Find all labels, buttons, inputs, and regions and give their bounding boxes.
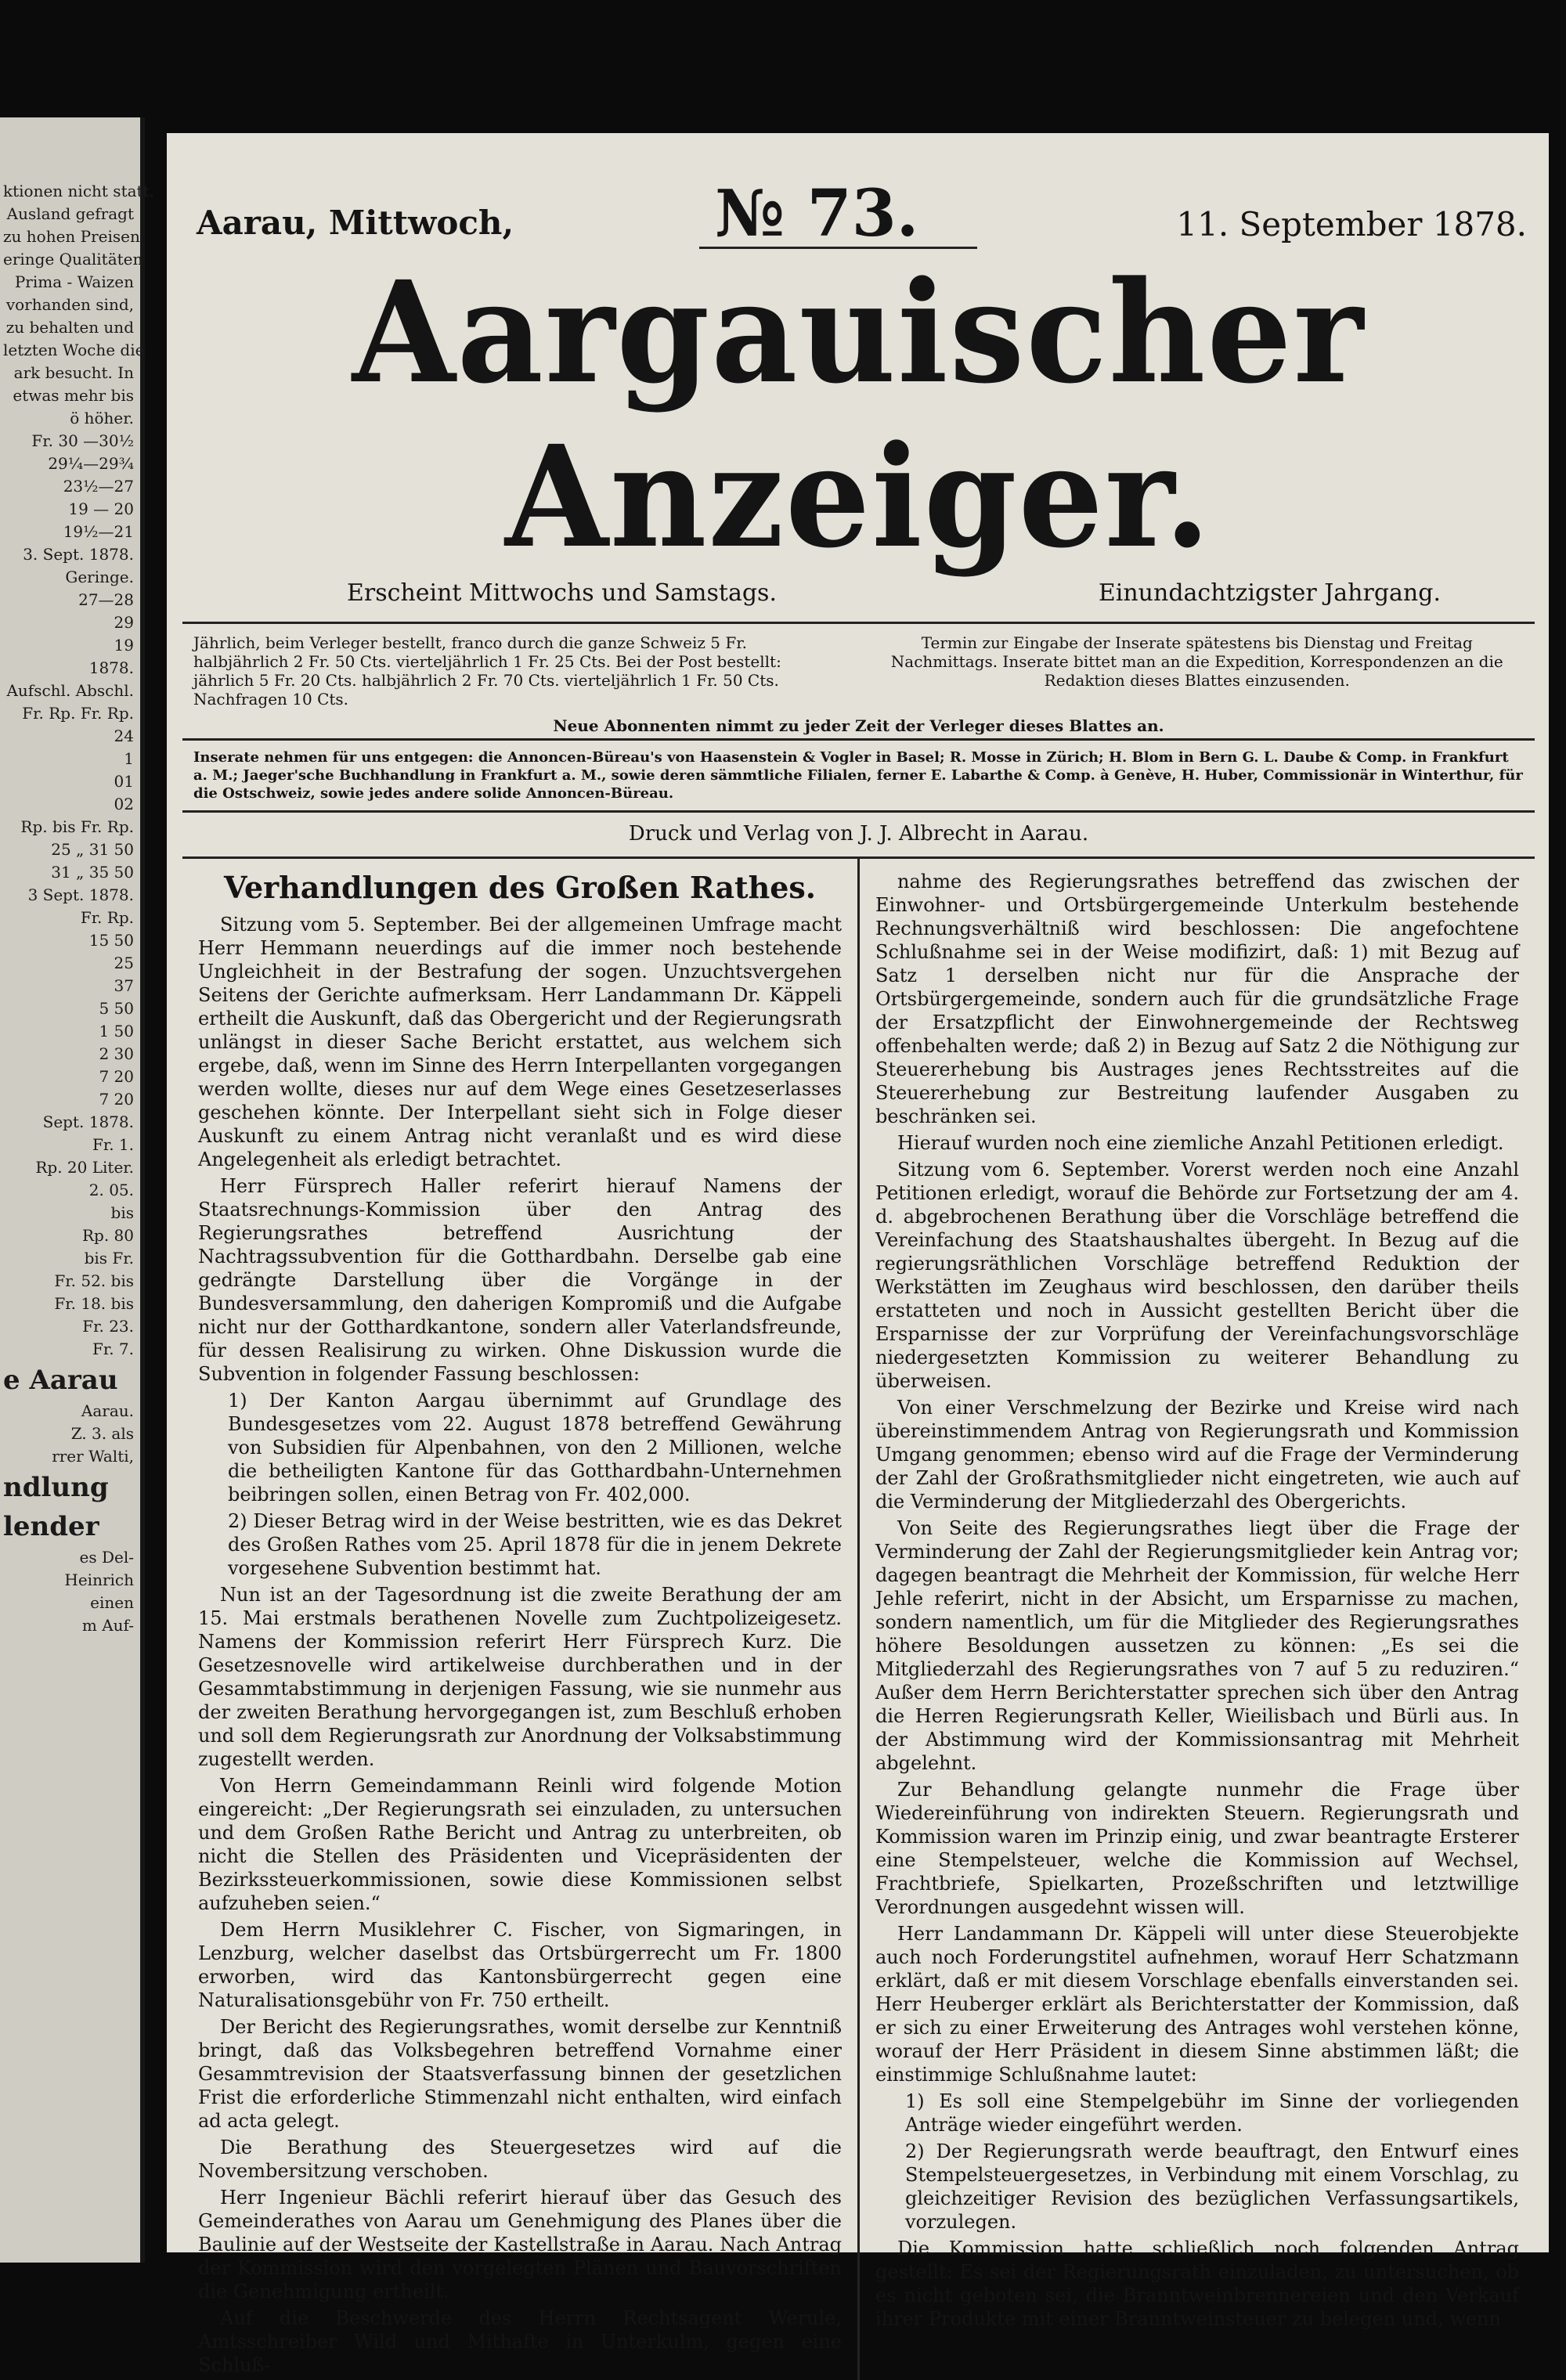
- article-paragraph: 2) Der Regierungsrath werde beauftragt, den Entwurf eines Stempelsteuergesetzes, in Verbindung mit einem Vorschlag, zu gleichzeitiger Revision des bezüglichen Verfassungsartikels, vorzulegen.: [905, 2140, 1519, 2233]
- prev-page-line: 25 „ 31 50: [51, 840, 134, 859]
- prev-page-line: Fr. Rp. Fr. Rp.: [22, 704, 134, 723]
- prev-page-line: Heinrich: [64, 1570, 134, 1589]
- column-right: [857, 859, 1535, 2380]
- article-paragraph: Sitzung vom 5. September. Bei der allgemeinen Umfrage macht Herr Hemmann neuerdings auf die immer noch bestehende Ungleichheit in der Bestrafung der sogen. Unzuchtsvergehen Seitens der Gerichte aufmerksam. Herr Landammann Dr. Käppeli ertheilt die Auskunft, daß das Obergericht und der Regierungsrath unlängst in dieser Sache Bericht erstattet, aus welchem sich ergebe, daß, wenn im Sinne des Herrn Interpellanten vorgegangen werden wollte, dieses nur auf dem Wege eines Gesetzeserlasses geschehen könnte. Der Interpellant sieht sich in Folge dieser Auskunft zu einem Antrag nicht veranlaßt und es wird diese Angelegenheit als erledigt betrachtet.: [198, 914, 842, 1170]
- divider: [182, 622, 1535, 624]
- divider: [182, 810, 1535, 813]
- prev-page-line: zu behalten und: [5, 318, 134, 337]
- prev-page-line: Prima - Waizen: [14, 272, 134, 291]
- article-paragraph: Von Herrn Gemeindammann Reinli wird folgende Motion eingereicht: „Der Regierungsrath sei einzuladen, zu untersuchen und dem Großen Rathe Bericht und Antrag zu unterbreiten, ob nicht die Stellen des Präsidenten und Vicepräsidenten der Bezirkssteuerkommissionen, sowie diese Kommissionen selbst aufzuheben seien.“: [198, 1775, 842, 1914]
- prev-page-line: Rp. 20 Liter.: [35, 1158, 134, 1177]
- printer-line: Druck und Verlag von J. J. Albrecht in Aarau.: [628, 822, 1089, 846]
- prev-page-line: m Auf-: [81, 1616, 134, 1635]
- prev-page-line: Rp. 80: [81, 1226, 134, 1245]
- issue-date: 11. September 1878.: [1176, 205, 1527, 243]
- prev-page-line: 19 — 20: [68, 499, 134, 518]
- prev-page-line: 3 Sept. 1878.: [27, 885, 134, 904]
- prev-page-line: 7 20: [99, 1067, 134, 1086]
- article-paragraph: Nun ist an der Tagesordnung ist die zweite Berathung der am 15. Mai erstmals berathenen Novelle zum Zuchtpolizeigesetz. Namens der Kommission referirt Herr Fürsprech Kurz. Die Gesetzesnovelle wird artikelweise durchberathen und in der Gesammtabstimmung in derjenigen Fassung, wie sie nunmehr aus der zweiten Berathung hervorgegangen ist, zum Beschluß erhoben und soll dem Regierungsrath zur Anordnung der Volksabstimmung zugestellt werden.: [198, 1584, 842, 1770]
- previous-page-strip: [0, 117, 154, 2263]
- prev-page-line: 19: [114, 636, 134, 654]
- prev-page-line: 02: [114, 795, 134, 813]
- prev-page-line: etwas mehr bis: [13, 386, 134, 405]
- newspaper-title: Aargauischer Anzeiger.: [352, 251, 1366, 579]
- prev-page-line: 1878.: [88, 658, 134, 677]
- prev-page-line: Fr. Rp.: [80, 908, 134, 927]
- article-paragraph: Sitzung vom 6. September. Vorerst werden noch eine Anzahl Petitionen erledigt, worauf die Behörde zur Fortsetzung der am 4. d. abgebrochenen Berathung über die Vorschläge betreffend die Vereinfachung des Staatshaushaltes übergeht. In Bezug auf die regierungsräthlichen Vorschläge betreffend Reduktion der Werkstätten im Zeughaus wird beschlossen, den darüber theils erstatteten und noch in Aussicht gestellten Bericht über die Ersparnisse der zur Vorprüfung der Vereinfachungsvorschläge niedergesetzten Kommission zu weiterer Behandlung zu überweisen.: [875, 1159, 1519, 1392]
- prev-page-line: Fr. 30 —30½: [31, 431, 134, 450]
- prev-page-line: Ausland gefragt: [6, 204, 134, 223]
- number-rule: [699, 247, 977, 249]
- prev-page-line: lender: [3, 1511, 99, 1542]
- prev-page-line: bis Fr.: [84, 1249, 134, 1268]
- article-paragraph: Der Bericht des Regierungsrathes, womit derselbe zur Kenntniß bringt, daß das Volksbegehren betreffend Vornahme einer Gesammtrevision der Staatsverfassung binnen der gesetzlichen Frist die erforderliche Stimmenzahl nicht enthalten, wird einfach ad acta gelegt.: [198, 2016, 842, 2132]
- prev-page-line: rrer Walti,: [52, 1447, 134, 1466]
- article-columns: [182, 856, 1535, 2380]
- prev-page-line: zu hohen Preisen: [3, 227, 140, 246]
- prev-page-line: Aufschl. Abschl.: [6, 681, 134, 700]
- prev-page-line: 27—28: [78, 590, 134, 609]
- masthead-top: [182, 133, 1535, 251]
- prev-page-line: 23½—27: [63, 477, 134, 496]
- prev-page-line: 2 30: [99, 1044, 134, 1063]
- prev-page-line: ark besucht. In: [13, 363, 134, 382]
- prev-page-line: eringe Qualitäten: [3, 250, 143, 269]
- prev-page-line: Z. 3. als: [70, 1424, 134, 1443]
- prev-page-line: Sept. 1878.: [42, 1112, 134, 1131]
- prev-page-line: 01: [114, 772, 134, 791]
- prev-page-line: Fr. 18. bis: [54, 1294, 134, 1313]
- publication-schedule: Erscheint Mittwochs und Samstags.: [347, 579, 777, 607]
- new-subscribers-note: Neue Abonnenten nimmt zu jeder Zeit der Verleger dieses Blattes an.: [553, 716, 1164, 735]
- prev-page-line: letzten Woche die: [3, 341, 145, 359]
- article-paragraph: Auf die Beschwerde des Herrn Rechtsagent Werule, Amtsschreiber Wild und Mithafte in Unterkulm, gegen eine Schluß-: [198, 2307, 842, 2376]
- prev-page-line: ö höher.: [70, 409, 134, 427]
- article-paragraph: Zur Behandlung gelangte nunmehr die Frage über Wiedereinführung von indirekten Steuern. Regierungsrath und Kommission waren im Prinzip einig, und zwar beantragte Ersterer eine Stempelsteuer, welche die Kommission auf Wechsel, Frachtbriefe, Spielkarten, Prozeßschriften und letztwillige Verordnungen ausgedehnt wissen will.: [875, 1779, 1519, 1918]
- prev-page-line: ktionen nicht statt.: [3, 182, 154, 200]
- article-paragraph: Dem Herrn Musiklehrer C. Fischer, von Sigmaringen, in Lenzburg, welcher daselbst das Ortsbürgerrecht um Fr. 1800 erworben, wird das Kantonsbürgerrecht gegen eine Naturalisationsgebühr von Fr. 750 ertheilt.: [198, 1919, 842, 2011]
- prev-page-line: 25: [114, 954, 134, 972]
- prev-page-line: einen: [90, 1593, 134, 1612]
- article-paragraph: Von Seite des Regierungsrathes liegt über die Frage der Verminderung der Zahl der Regierungsmitglieder kein Antrag vor; dagegen beantragt die Mehrheit der Kommission, für welche Herr Jehle referirt, nicht in der Absicht, um Ersparnisse zu machen, sondern namentlich, um für die Mitglieder des Regierungsrathes höhere Besoldungen aussetzen zu können: „Es sei die Mitgliederzahl des Regierungsrathes von 7 auf 5 zu reduziren.“ Außer dem Herrn Berichterstatter sprechen sich über den Antrag die Herren Regierungsrath Keller, Wieilisbach und Bürli aus. In der Abstimmung wird der Kommissionsantrag mit Mehrheit abgelehnt.: [875, 1517, 1519, 1774]
- prev-page-line: 5 50: [99, 999, 134, 1018]
- subscription-prices: Jährlich, beim Verleger bestellt, franco durch die ganze Schweiz 5 Fr. halbjährlich 2 Fr. 50 Cts. vierteljährlich 1 Fr. 25 Cts. Bei der Post bestellt: jährlich 5 Fr. 20 Cts. halbjährlich 2 Fr. 70 Cts. vierteljährlich 1 Fr. 50 Cts. Nachfragen 10 Cts.: [193, 633, 781, 709]
- volume-year: Einundachtzigster Jahrgang.: [1098, 579, 1441, 607]
- issue-place-day: Aarau, Mittwoch,: [197, 204, 514, 242]
- article-paragraph: 2) Dieser Betrag wird in der Weise bestritten, wie es das Dekret des Großen Rathes vom 25. April 1878 für die in jenem Dekrete vorgesehene Subvention bestimmt hat.: [228, 1510, 842, 1579]
- prev-page-line: 1: [124, 749, 134, 768]
- masthead-subline: [182, 572, 1535, 618]
- prev-page-line: Fr. 52. bis: [54, 1271, 134, 1290]
- prev-page-line: Fr. 7.: [92, 1340, 134, 1358]
- issue-number: № 73.: [715, 176, 919, 251]
- column-left: [182, 859, 857, 2380]
- article-paragraph: Herr Ingenieur Bächli referirt hierauf über das Gesuch des Gemeinderathes von Aarau um Genehmigung des Planes über die Baulinie auf der Westseite der Kastellstraße in Aarau. Nach Antrag der Kommission wird den vorgelegten Plänen und Bauvorschriften die Genehmigung ertheilt.: [198, 2187, 842, 2302]
- prev-page-line: Rp. bis Fr. Rp.: [20, 817, 134, 836]
- divider: [182, 738, 1535, 741]
- prev-page-line: es Del-: [79, 1548, 134, 1567]
- prev-page-line: 37: [114, 976, 134, 995]
- article-paragraph: 1) Der Kanton Aargau übernimmt auf Grundlage des Bundesgesetzes vom 22. August 1878 betreffend Gewährung von Subsidien für Alpenbahnen, von den 2 Millionen, welche die betheiligten Kantone für das Gotthardbahn-Unternehmen beibringen sollen, einen Betrag von Fr. 402,000.: [228, 1390, 842, 1506]
- prev-page-line: Aarau.: [81, 1401, 134, 1420]
- article-paragraph: Herr Landammann Dr. Käppeli will unter diese Steuerobjekte auch noch Forderungstitel aufnehmen, worauf Herr Schatzmann erklärt, daß er mit diesem Vorschlage ebenfalls einverstanden sei. Herr Heuberger erklärt als Berichterstatter der Kommission, daß er sich zu einer Erweiterung des Antrages wohl verstehen könne, worauf der Herr Präsident in diesem Sinne abstimmen läßt; die einstimmige Schlußnahme lautet:: [875, 1923, 1519, 2086]
- prev-page-line: 29¼—29¾: [48, 454, 134, 473]
- newspaper-page: [167, 133, 1549, 2376]
- prev-page-line: Geringe.: [65, 568, 134, 586]
- advertising-agencies: Inserate nehmen für uns entgegen: die Annoncen-Büreau's von Haasenstein & Vogler in Basel; R. Mosse in Zürich; H. Blom in Bern G. L. Daube & Comp. in Frankfurt a. M.; Jaeger'sche Buchhandlung in Frankfurt a. M., sowie deren sämmtliche Filialen, ferner E. Labarthe & Comp. à Genève, H. Huber, Commissionär in Winterthur, für die Ostschweiz, sowie jedes andere solide Annoncen-Büreau.: [193, 749, 1523, 802]
- article-paragraph: Die Berathung des Steuergesetzes wird auf die Novembersitzung verschoben.: [198, 2137, 842, 2182]
- article-paragraph: nahme des Regierungsrathes betreffend das zwischen der Einwohner- und Ortsbürgergemeinde Unterkulm bestehende Rechnungsverhältniß wird beschlossen: Die angefochtene Schlußnahme sei in der Weise modifizirt, daß: 1) mit Bezug auf Satz 1 derselben nicht nur für die Ansprache der Ortsbürgergemeinde, sondern auch für die grundsätzliche Frage der Ersatzpflicht der Einwohnergemeinde der Rechtsweg offenbehalten werde; daß 2) in Bezug auf Satz 2 die Nöthigung zur Steuererhebung bis Austrages jenes Rechtsstreites auf die Steuererhebung zur Bestreitung laufender Ausgaben zu beschränken sei.: [875, 871, 1519, 1127]
- prev-page-line: vorhanden sind,: [5, 295, 134, 314]
- prev-page-line: bis: [110, 1203, 134, 1222]
- prev-page-line: 1 50: [99, 1022, 134, 1040]
- prev-page-line: ndlung: [3, 1472, 109, 1503]
- insertion-terms: Termin zur Eingabe der Inserate spätestens bis Dienstag und Freitag Nachmittags. Inserate bittet man an die Expedition, Korrespondenzen an die Redaktion dieses Blattes einzusenden.: [890, 633, 1503, 690]
- article-paragraph: Herr Fürsprech Haller referirt hierauf Namens der Staatsrechnungs-Kommission über den Antrag des Regierungsrathes betreffend Ausrichtung der Nachtragssubvention für die Gotthardbahn. Derselbe gab eine gedrängte Darstellung über die Vorgänge in der Bundesversammlung, den daherigen Kompromiß und die Aufgabe nicht nur der Gotthardkantone, sondern aller Vaterlandsfreunde, für dessen Realisirung zu wirken. Ohne Diskussion wurde die Subvention in folgender Fassung beschlossen:: [198, 1175, 842, 1385]
- subscription-info: [182, 627, 1535, 713]
- prev-page-line: 7 20: [99, 1090, 134, 1109]
- prev-page-line: 15 50: [88, 931, 134, 950]
- prev-page-line: 19½—21: [63, 522, 134, 541]
- article-paragraph: 1) Es soll eine Stempelgebühr im Sinne der vorliegenden Anträge wieder eingeführt werden.: [905, 2090, 1519, 2136]
- article-paragraph: Von einer Verschmelzung der Bezirke und Kreise wird nach übereinstimmendem Antrag von Regierungsrath und Kommission Umgang genommen; ebenso wird auf die Frage der Verminderung der Zahl der Großrathsmitglieder nicht eingetreten, wie auch auf die Verminderung der Mitgliederzahl des Obergerichts.: [875, 1397, 1519, 1513]
- prev-page-line: e Aarau: [3, 1365, 118, 1396]
- prev-page-line: 29: [114, 613, 134, 632]
- prev-page-line: Fr. 23.: [82, 1317, 134, 1336]
- article-paragraph: Die Kommission hatte schließlich noch folgenden Antrag gestellt: Es sei der Regierungsrath einzuladen, zu untersuchen, ob es nicht geboten sei, die Branntweinbrennereien und den Verkauf ihrer Produkte mit einer Branntweinsteuer zu belegen und, wenn: [875, 2238, 1519, 2330]
- prev-page-line: 3. Sept. 1878.: [23, 545, 134, 564]
- prev-page-line: 2. 05.: [88, 1181, 134, 1199]
- prev-page-line: 31 „ 35 50: [51, 863, 134, 882]
- prev-page-line: 24: [114, 727, 134, 745]
- article-heading: Verhandlungen des Großen Rathes.: [223, 870, 817, 905]
- prev-page-line: Fr. 1.: [92, 1135, 134, 1154]
- article-paragraph: Hierauf wurden noch eine ziemliche Anzahl Petitionen erledigt.: [897, 1132, 1504, 1154]
